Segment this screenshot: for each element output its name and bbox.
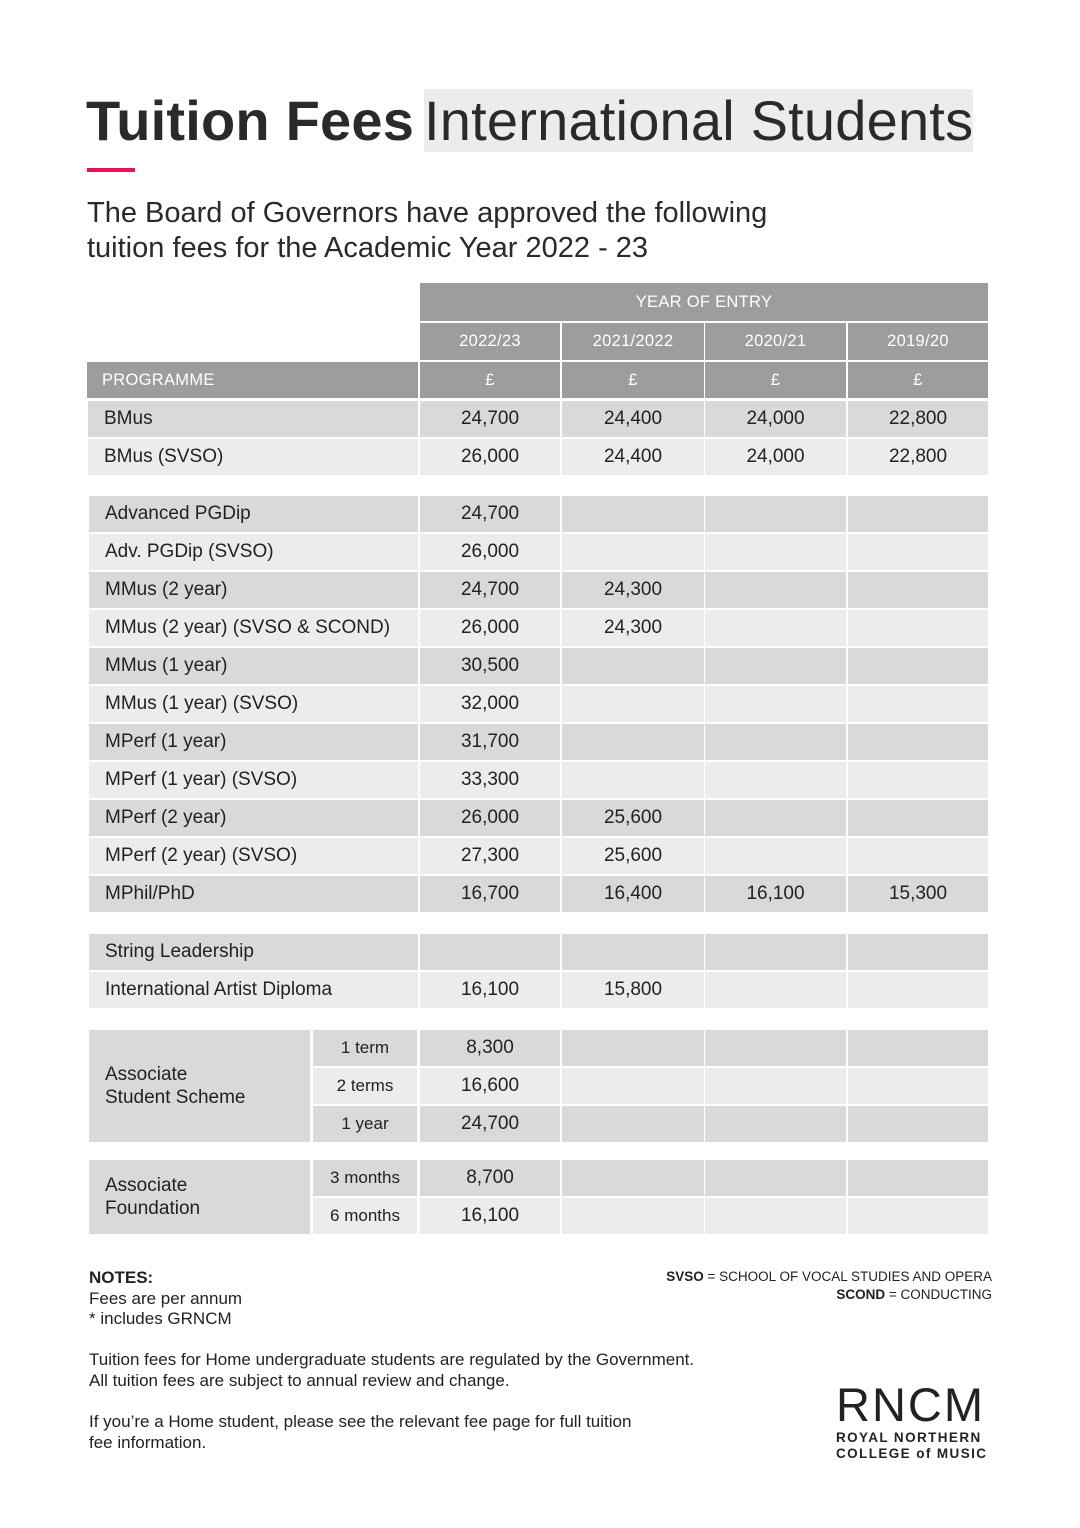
svso-abbr: SVSO bbox=[666, 1269, 704, 1284]
logo-line: ROYAL NORTHERN bbox=[836, 1430, 982, 1445]
programme-label: MPerf (2 year) (SVSO) bbox=[89, 838, 418, 874]
fee-cell bbox=[705, 1198, 846, 1234]
associate-foundation-label-line: Foundation bbox=[105, 1198, 201, 1219]
programme-label: MMus (1 year) (SVSO) bbox=[89, 686, 418, 722]
fee-cell: 16,100 bbox=[420, 972, 560, 1008]
fee-cell bbox=[562, 762, 704, 798]
fee-cell bbox=[705, 1030, 846, 1066]
currency-header: £ bbox=[420, 362, 560, 398]
fee-cell bbox=[848, 800, 988, 836]
fee-cell: 33,300 bbox=[420, 762, 560, 798]
page-title bbox=[86, 88, 973, 153]
fee-cell bbox=[705, 572, 846, 608]
associate-foundation-label bbox=[89, 1160, 310, 1234]
fee-cell: 24,300 bbox=[562, 572, 704, 608]
programme-label: MMus (1 year) bbox=[89, 648, 418, 684]
fee-cell bbox=[848, 1198, 988, 1234]
note-text: fee information. bbox=[89, 1432, 207, 1452]
year-column-header: 2019/20 bbox=[848, 323, 988, 360]
year-column-header: 2022/23 bbox=[420, 323, 560, 360]
associate-student-scheme-label bbox=[89, 1030, 310, 1142]
fee-cell bbox=[705, 610, 846, 646]
fee-cell: 24,000 bbox=[705, 401, 846, 437]
abbreviation-legend bbox=[666, 1268, 992, 1304]
fee-cell bbox=[705, 724, 846, 760]
fee-cell bbox=[562, 1068, 704, 1104]
note-text: If you’re a Home student, please see the relevant fee page for full tuition bbox=[89, 1412, 632, 1431]
fee-cell: 16,100 bbox=[420, 1198, 560, 1234]
fee-cell bbox=[848, 648, 988, 684]
year-column-header: 2021/2022 bbox=[562, 323, 704, 360]
notes-line: * includes GRNCM bbox=[89, 1309, 232, 1328]
programme-label: MMus (2 year) bbox=[89, 572, 418, 608]
fee-cell bbox=[848, 838, 988, 874]
fee-cell: 26,000 bbox=[420, 439, 560, 475]
fee-cell bbox=[848, 724, 988, 760]
programme-label: Adv. PGDip (SVSO) bbox=[89, 534, 418, 570]
fee-cell: 24,400 bbox=[562, 401, 704, 437]
programme-label: MPerf (1 year) bbox=[89, 724, 418, 760]
programme-header: PROGRAMME bbox=[87, 362, 418, 398]
fee-cell: 24,300 bbox=[562, 610, 704, 646]
fee-cell: 32,000 bbox=[420, 686, 560, 722]
fee-cell bbox=[848, 972, 988, 1008]
fee-cell bbox=[848, 572, 988, 608]
fee-cell: 26,000 bbox=[420, 800, 560, 836]
fee-cell: 24,700 bbox=[420, 572, 560, 608]
associate-foundation-label-line: Associate bbox=[105, 1175, 188, 1196]
fee-cell: 16,600 bbox=[420, 1068, 560, 1104]
fee-cell bbox=[705, 686, 846, 722]
title-light: International Students bbox=[424, 89, 974, 152]
programme-label: MPerf (1 year) (SVSO) bbox=[89, 762, 418, 798]
fee-cell bbox=[562, 686, 704, 722]
fee-cell: 31,700 bbox=[420, 724, 560, 760]
fee-cell bbox=[562, 534, 704, 570]
fee-cell bbox=[562, 1030, 704, 1066]
fee-cell bbox=[848, 1030, 988, 1066]
notes-line: Fees are per annum bbox=[89, 1288, 243, 1308]
programme-label: MPerf (2 year) bbox=[89, 800, 418, 836]
fee-cell: 27,300 bbox=[420, 838, 560, 874]
fee-cell bbox=[705, 534, 846, 570]
fee-cell: 22,800 bbox=[848, 401, 988, 437]
regulation-note bbox=[89, 1350, 694, 1391]
fee-cell bbox=[848, 1068, 988, 1104]
svso-text: = SCHOOL OF VOCAL STUDIES AND OPERA bbox=[703, 1269, 992, 1284]
associate-foundation-period: 6 months bbox=[313, 1198, 417, 1234]
year-column-header: 2020/21 bbox=[705, 323, 846, 360]
fee-cell bbox=[705, 838, 846, 874]
associate-student-scheme-period: 2 terms bbox=[313, 1068, 417, 1104]
currency-header: £ bbox=[705, 362, 846, 398]
year-of-entry-header: YEAR OF ENTRY bbox=[420, 283, 988, 321]
fee-cell: 24,000 bbox=[705, 439, 846, 475]
accent-rule bbox=[87, 168, 135, 172]
associate-foundation-period: 3 months bbox=[313, 1160, 417, 1196]
fee-cell bbox=[848, 686, 988, 722]
fee-cell: 16,700 bbox=[420, 876, 560, 912]
fee-cell bbox=[848, 762, 988, 798]
fee-cell bbox=[562, 1198, 704, 1234]
fee-cell: 25,600 bbox=[562, 800, 704, 836]
fee-cell: 26,000 bbox=[420, 610, 560, 646]
fee-cell bbox=[848, 534, 988, 570]
notes-block bbox=[89, 1268, 242, 1330]
page-subtitle bbox=[87, 196, 767, 266]
fee-cell bbox=[705, 1068, 846, 1104]
fee-cell: 15,300 bbox=[848, 876, 988, 912]
fee-cell: 25,600 bbox=[562, 838, 704, 874]
home-student-note bbox=[89, 1412, 631, 1453]
programme-label: MPhil/PhD bbox=[89, 876, 418, 912]
fee-cell: 15,800 bbox=[562, 972, 704, 1008]
fee-cell bbox=[848, 610, 988, 646]
fee-cell bbox=[705, 1160, 846, 1196]
fee-cell bbox=[705, 934, 846, 970]
programme-label: BMus bbox=[88, 401, 418, 437]
fee-cell bbox=[848, 934, 988, 970]
fee-cell bbox=[848, 1106, 988, 1142]
note-text: All tuition fees are subject to annual review and change. bbox=[89, 1370, 510, 1390]
programme-label: International Artist Diploma bbox=[89, 972, 418, 1008]
fee-cell bbox=[705, 648, 846, 684]
fee-cell: 24,400 bbox=[562, 439, 704, 475]
programme-label: Advanced PGDip bbox=[89, 496, 418, 532]
fee-cell bbox=[705, 972, 846, 1008]
note-text: Tuition fees for Home undergraduate students are regulated by the Government. bbox=[89, 1350, 695, 1369]
fee-cell bbox=[705, 800, 846, 836]
scond-abbr: SCOND bbox=[836, 1287, 886, 1302]
fee-cell bbox=[562, 724, 704, 760]
fee-cell bbox=[562, 496, 704, 532]
subtitle-line-2: tuition fees for the Academic Year 2022 - 23 bbox=[87, 232, 649, 264]
currency-header: £ bbox=[848, 362, 988, 398]
associate-student-scheme-period: 1 term bbox=[313, 1030, 417, 1066]
rncm-logo bbox=[836, 1380, 996, 1462]
associate-student-scheme-period: 1 year bbox=[313, 1106, 417, 1142]
fee-cell: 8,700 bbox=[420, 1160, 560, 1196]
programme-label: String Leadership bbox=[89, 934, 418, 970]
fee-cell: 30,500 bbox=[420, 648, 560, 684]
currency-header: £ bbox=[562, 362, 704, 398]
fee-cell: 16,400 bbox=[562, 876, 704, 912]
fee-cell: 8,300 bbox=[420, 1030, 560, 1066]
programme-label: MMus (2 year) (SVSO & SCOND) bbox=[89, 610, 418, 646]
associate-student-scheme-label-line: Student Scheme bbox=[105, 1087, 246, 1108]
fee-cell bbox=[848, 496, 988, 532]
associate-student-scheme-label-line: Associate bbox=[105, 1064, 188, 1085]
subtitle-line-1: The Board of Governors have approved the following bbox=[87, 197, 768, 229]
fee-cell: 16,100 bbox=[705, 876, 846, 912]
programme-label: BMus (SVSO) bbox=[88, 439, 418, 475]
title-bold: Tuition Fees bbox=[86, 89, 415, 152]
fee-cell bbox=[562, 648, 704, 684]
fee-cell bbox=[705, 762, 846, 798]
fee-cell bbox=[420, 934, 560, 970]
scond-text: = CONDUCTING bbox=[885, 1287, 992, 1302]
fee-cell: 22,800 bbox=[848, 439, 988, 475]
logo-line: COLLEGE of MUSIC bbox=[836, 1446, 988, 1461]
notes-heading: NOTES: bbox=[89, 1268, 154, 1287]
logo-mark: RNCM bbox=[836, 1378, 985, 1431]
fee-cell: 24,700 bbox=[420, 496, 560, 532]
fee-cell bbox=[562, 1106, 704, 1142]
fee-cell bbox=[848, 1160, 988, 1196]
fee-cell: 24,700 bbox=[420, 1106, 560, 1142]
fee-cell bbox=[705, 1106, 846, 1142]
fee-cell: 26,000 bbox=[420, 534, 560, 570]
fee-cell: 24,700 bbox=[420, 401, 560, 437]
fee-cell bbox=[705, 496, 846, 532]
fee-cell bbox=[562, 1160, 704, 1196]
fee-cell bbox=[562, 934, 704, 970]
